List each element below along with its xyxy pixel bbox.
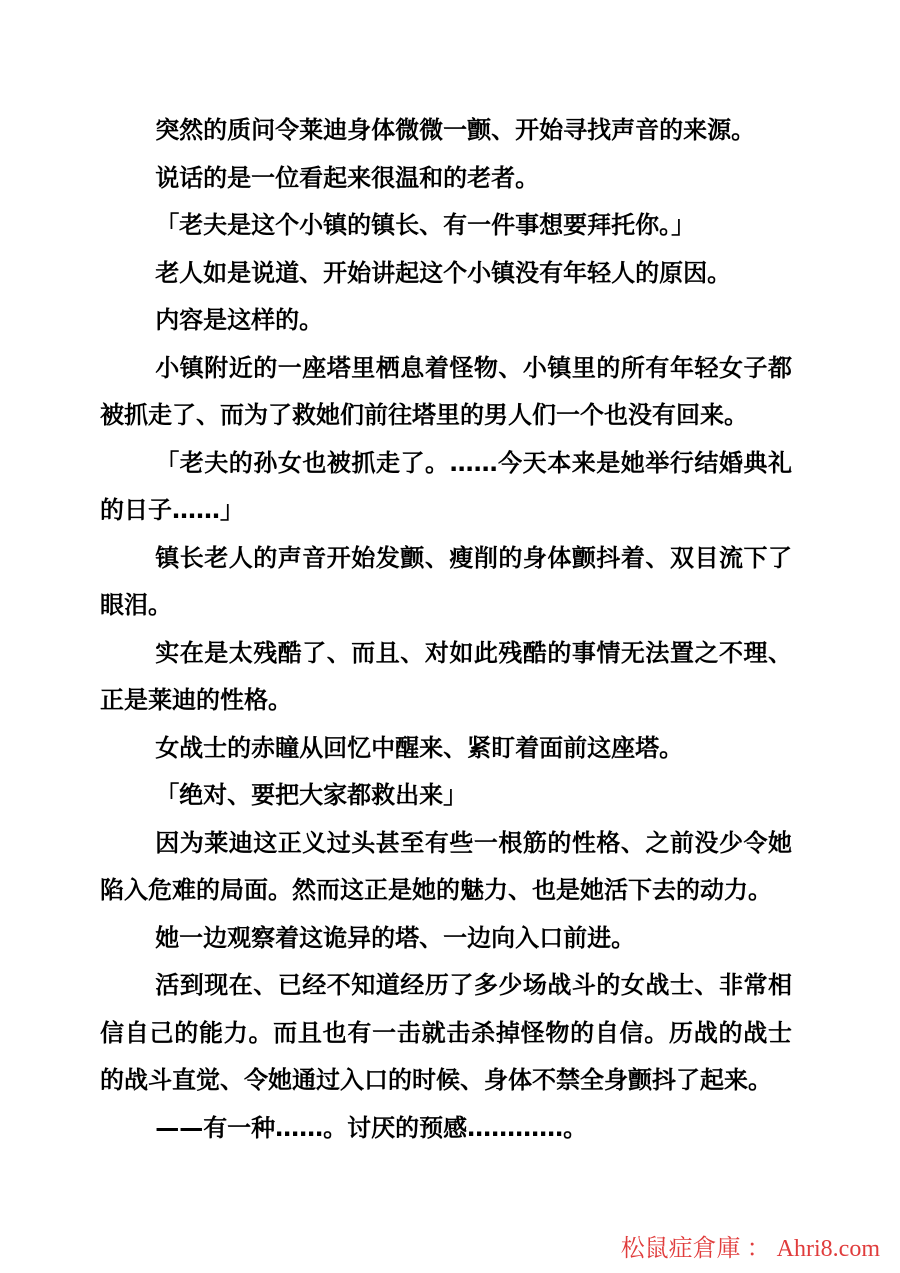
story-paragraph: 突然的质问令莱迪身体微微一颤、开始寻找声音的来源。 bbox=[155, 116, 756, 144]
story-paragraph-dialogue: 「老夫是这个小镇的镇长、有一件事想要拜托你。」 bbox=[155, 211, 696, 239]
story-paragraph: 内容是这样的。 bbox=[155, 306, 324, 334]
story-paragraph: 实在是太残酷了、而且、对如此残酷的事情无法置之不理、正是莱迪的性格。 bbox=[100, 638, 792, 714]
story-paragraph: 小镇附近的一座塔里栖息着怪物、小镇里的所有年轻女子都被抓走了、而为了救她们前往塔里的男人们一个也没有回来。 bbox=[100, 353, 792, 429]
story-paragraph: 因为莱迪这正义过头甚至有些一根筋的性格、之前没少令她陷入危难的局面。然而这正是她的魅力、也是她活下去的动力。 bbox=[100, 828, 792, 904]
story-paragraph: 女战士的赤瞳从回忆中醒来、紧盯着面前这座塔。 bbox=[155, 733, 684, 762]
story-paragraph: 老人如是说道、开始讲起这个小镇没有年轻人的原因。 bbox=[155, 258, 732, 287]
story-paragraph: 说话的是一位看起来很温和的老者。 bbox=[155, 163, 540, 192]
story-paragraph-dialogue: 「老夫的孙女也被抓走了。……今天本来是她举行结婚典礼的日子……」 bbox=[100, 448, 792, 524]
story-paragraph: 镇长老人的声音开始发颤、瘦削的身体颤抖着、双目流下了眼泪。 bbox=[100, 543, 792, 619]
story-paragraph-dialogue: 「绝对、要把大家都救出来」 bbox=[155, 781, 468, 809]
story-paragraph: 她一边观察着这诡异的塔、一边向入口前进。 bbox=[155, 923, 636, 952]
watermark: 松鼠症倉庫 ： Ahri8.com bbox=[620, 1236, 880, 1262]
story-text-block bbox=[100, 107, 792, 1152]
story-paragraph: ——有一种……。讨厌的预感…………。 bbox=[155, 1113, 588, 1142]
story-paragraph: 活到现在、已经不知道经历了多少场战斗的女战士、非常相信自己的能力。而且也有一击就击杀掉怪物的自信。历战的战士的战斗直觉、令她通过入口的时候、身体不禁全身颤抖了起来。 bbox=[100, 971, 792, 1094]
